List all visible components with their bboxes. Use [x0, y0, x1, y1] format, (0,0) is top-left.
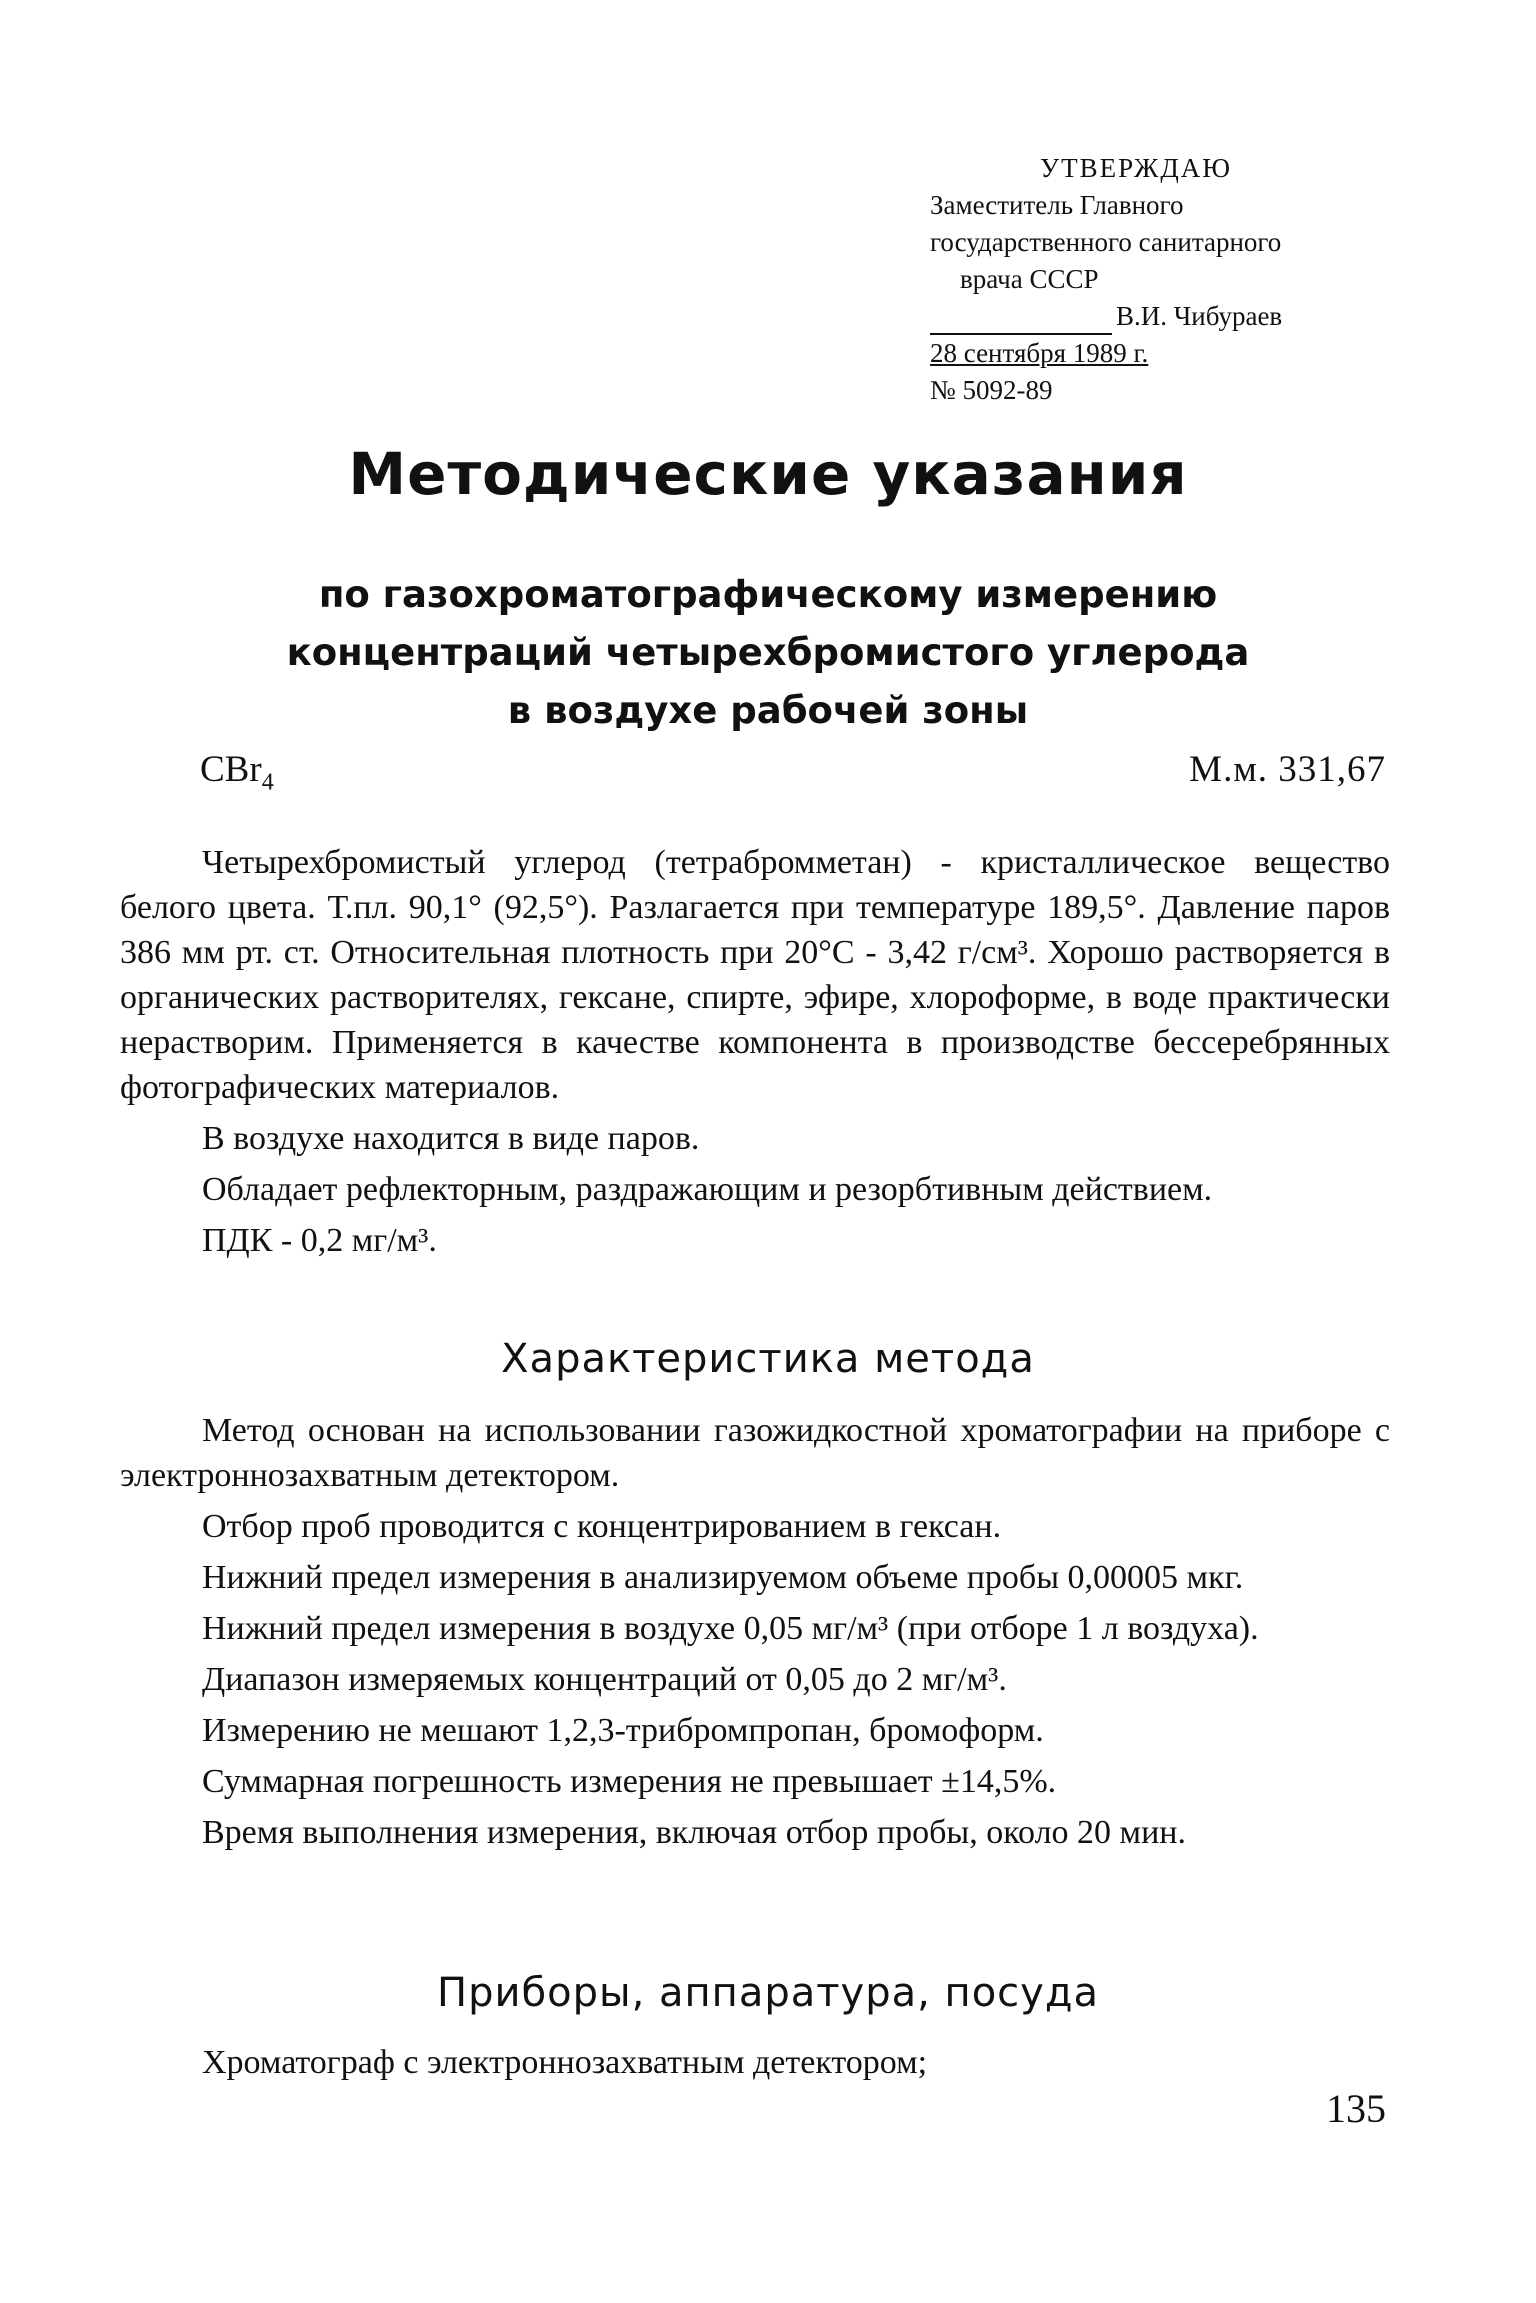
intro-paragraph-properties: Четырехбромистый углерод (тетрабромметан) - кристаллическое вещество белого цвета. Т.пл. 90,1° (92,5°). Разлагается при температуре 189,5°. Давление паров 386 мм рт. ст. Относительная плотность при 20°С - 3,42 г/см³. Хорошо растворяется в органических растворителях, гексане, спирте, эфире, хлороформе, в воде практически нерастворим. Применяется в качестве компонента в производстве бессеребрянных фотографических материалов. — [120, 844, 1390, 1106]
method-paragraph-range: Диапазон измеряемых концентраций от 0,05 до 2 мг/м³. — [202, 1661, 1007, 1698]
intro-section — [120, 840, 1390, 1263]
molar-mass: М.м. 331,67 — [1189, 749, 1386, 790]
subtitle-line2: концентраций четырехбромистого углерода — [286, 631, 1250, 674]
intro-paragraph-state: В воздухе находится в виде паров. — [202, 1120, 700, 1157]
equipment-section — [120, 2040, 1390, 2085]
page-number: 135 — [1326, 2086, 1386, 2131]
subtitle-line3: в воздухе рабочей зоны — [507, 689, 1029, 732]
approval-number: № 5092-89 — [930, 375, 1053, 405]
approval-block — [930, 150, 1390, 409]
section-heading-equipment: Приборы, аппаратура, посуда — [437, 1970, 1099, 2016]
document-subtitle — [0, 566, 1536, 740]
method-paragraph-interference: Измерению не мешают 1,2,3-трибромпропан, бромоформ. — [202, 1712, 1044, 1749]
approval-position-line1: Заместитель Главного — [930, 190, 1184, 220]
intro-paragraph-action: Обладает рефлекторным, раздражающим и резорбтивным действием. — [202, 1171, 1213, 1208]
method-paragraph-error: Суммарная погрешность измерения не превышает ±14,5%. — [202, 1763, 1057, 1800]
approval-date: 28 сентября 1989 г. — [930, 338, 1149, 368]
method-paragraph-time: Время выполнения измерения, включая отбор пробы, около 20 мин. — [202, 1814, 1186, 1851]
method-section — [120, 1408, 1390, 1855]
approval-title: УТВЕРЖДАЮ — [1040, 153, 1233, 183]
formula-base: CBr — [200, 749, 262, 790]
section-heading-method: Характеристика метода — [501, 1336, 1035, 1382]
equipment-item-chromatograph: Хроматограф с электроннозахватным детектором; — [202, 2044, 928, 2081]
signature-line — [930, 305, 1112, 335]
document-title: Методические указания — [348, 440, 1188, 508]
subtitle-line1: по газохроматографическому измерению — [318, 573, 1218, 616]
approval-signer: В.И. Чибураев — [1116, 301, 1283, 331]
chemical-formula — [200, 748, 274, 796]
method-paragraph-limit-air: Нижний предел измерения в воздухе 0,05 мг/м³ (при отборе 1 л воздуха). — [202, 1610, 1259, 1647]
formula-subscript: 4 — [261, 769, 274, 796]
method-paragraph-sampling: Отбор проб проводится с концентрированием в гексан. — [202, 1508, 1002, 1545]
method-paragraph-limit-sample: Нижний предел измерения в анализируемом объеме пробы 0,00005 мкг. — [202, 1559, 1244, 1596]
approval-signature-row — [930, 298, 1390, 335]
intro-paragraph-pdk: ПДК - 0,2 мг/м³. — [202, 1222, 437, 1259]
approval-position-line3: врача СССР — [960, 264, 1099, 294]
method-paragraph-basis: Метод основан на использовании газожидкостной хроматографии на приборе с электроннозахватным детектором. — [120, 1412, 1390, 1494]
approval-position-line2: государственного санитарного — [930, 227, 1282, 257]
